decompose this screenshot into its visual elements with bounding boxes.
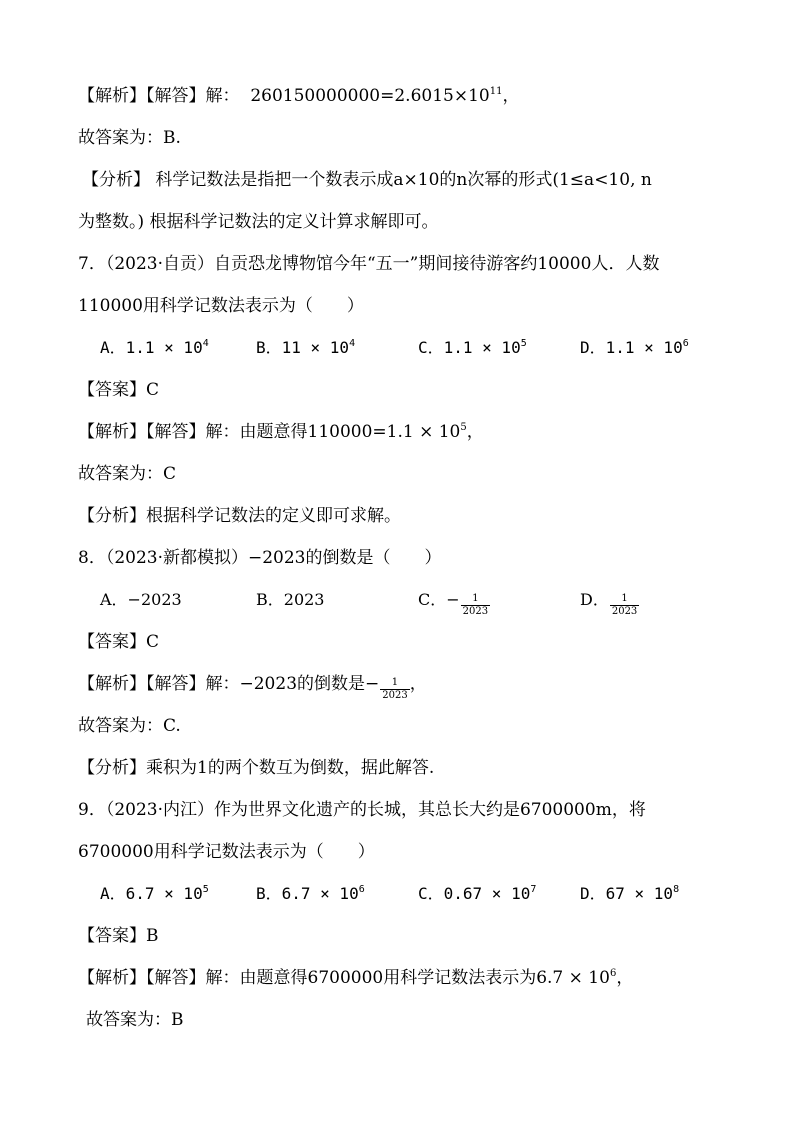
q8-option-c: C．− $\frac{1}{2023}$ — [418, 590, 489, 617]
q8-option-b: B．2023 — [256, 590, 325, 609]
prev-analysis-line2: 为整数。) 根据科学记数法的定义计算求解即可。 — [78, 212, 439, 232]
q7-conclusion: 故答案为：C — [78, 464, 177, 484]
q9-conclusion: 故答案为：B — [86, 1010, 184, 1030]
q8-stem: 8．（2023·新都模拟）−2023的倒数是（ ） — [78, 548, 442, 568]
prev-analysis-line1: 【分析】 科学记数法是指把一个数表示成a×10的n次幂的形式(1≤a<10, n — [82, 170, 652, 190]
q9-stem-line2: 6700000用科学记数法表示为（ ） — [78, 842, 375, 862]
q8-option-a: A．−2023 — [100, 590, 182, 609]
q8-solution: 【解析】【解答】解：−2023的倒数是− $\frac{1}{2023}$ ， — [78, 674, 427, 701]
prev-conclusion: 故答案为：B. — [78, 128, 181, 148]
fraction: $\frac{1}{2023}$ — [382, 677, 408, 701]
q7-options — [0, 336, 794, 360]
q9-option-a: A．$6.7 \times 10^5$ — [100, 884, 209, 903]
q8-option-d: D． $\frac{1}{2023}$ — [580, 590, 638, 617]
q9-option-c: C．$0.67 \times 10^7$ — [418, 884, 537, 903]
q7-stem-line1: 7．（2023·自贡）自贡恐龙博物馆今年“五一”期间接待游客约10000人．人数 — [78, 254, 660, 274]
q9-options — [0, 882, 794, 906]
q7-option-a: A．$1.1 \times 10^4$ — [100, 338, 209, 357]
q7-option-b: B．$11 \times 10^4$ — [256, 338, 356, 357]
fraction: $\frac{1}{2023}$ — [611, 593, 638, 617]
q7-stem-line2: 110000用科学记数法表示为（ ） — [78, 296, 364, 316]
q9-solution: 【解析】【解答】解：由题意得6700000用科学记数法表示为$6.7 \times 10^6$， — [78, 968, 634, 988]
q9-option-b: B．$6.7 \times 10^6$ — [256, 884, 365, 903]
q8-answer: 【答案】C — [78, 632, 160, 652]
q9-option-d: D．$67 \times 10^8$ — [580, 884, 680, 903]
q7-answer: 【答案】C — [78, 380, 160, 400]
q7-option-c: C．$1.1 \times 10^5$ — [418, 338, 527, 357]
q7-option-d: D．$1.1 \times 10^6$ — [580, 338, 689, 357]
fraction: $\frac{1}{2023}$ — [462, 593, 489, 617]
q7-solution: 【解析】【解答】解：由题意得$110000=1.1 \times 10^5$， — [78, 422, 484, 442]
q8-options — [0, 588, 794, 617]
q7-analysis: 【分析】根据科学记数法的定义即可求解。 — [78, 506, 401, 526]
q8-analysis: 【分析】乘积为1的两个数互为倒数，据此解答. — [78, 758, 435, 778]
q8-conclusion: 故答案为：C. — [78, 716, 181, 736]
q9-stem-line1: 9．（2023·内江）作为世界文化遗产的长城，其总长大约是6700000m，将 — [78, 800, 646, 820]
exponent: 5 — [460, 422, 467, 433]
exponent: 6 — [609, 968, 617, 979]
q9-answer: 【答案】B — [78, 926, 159, 946]
solution-tag: 【解析】【解答】解： — [78, 86, 240, 106]
exponent: 11 — [489, 86, 503, 97]
prev-solution-line: 【解析】【解答】解： $260150000000=2.6015\times 10^{11}$， — [78, 86, 520, 106]
solution-expression: 260150000000=2.6015×10 — [250, 86, 490, 106]
